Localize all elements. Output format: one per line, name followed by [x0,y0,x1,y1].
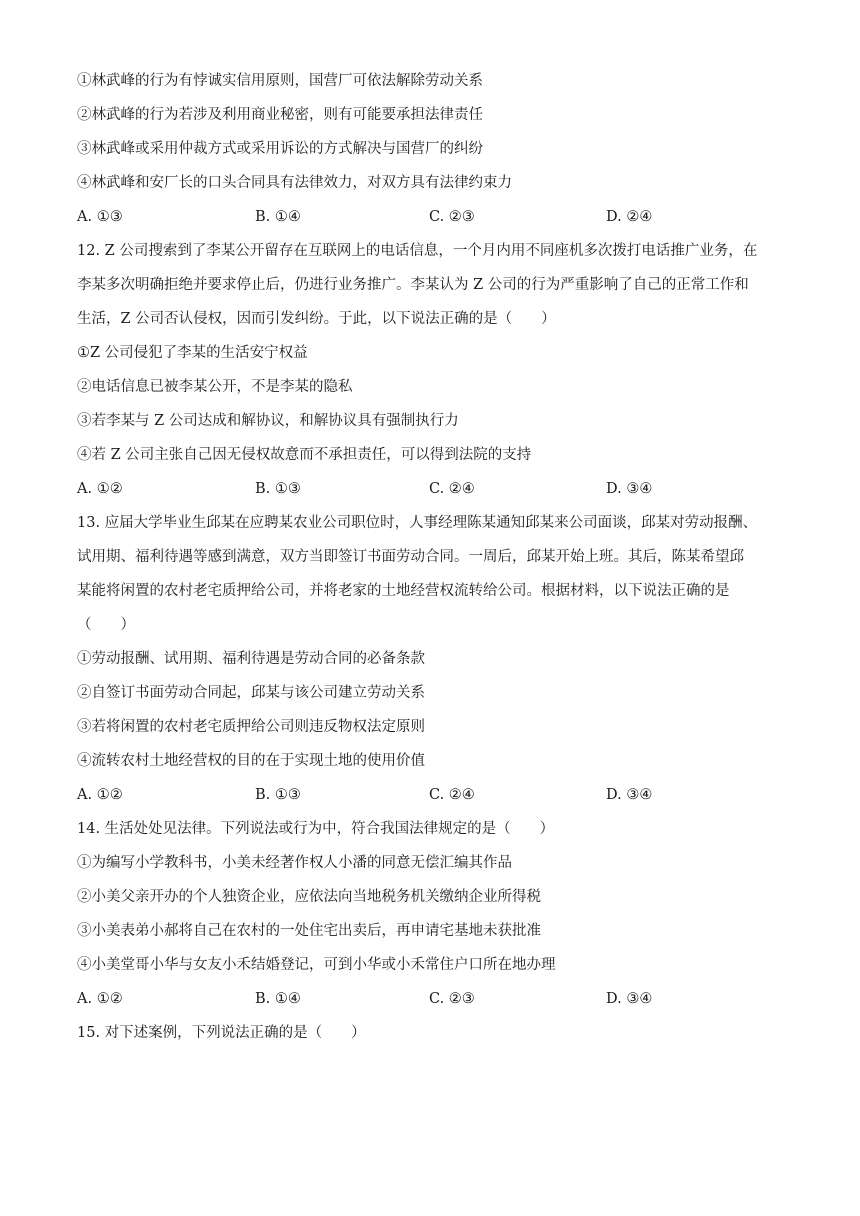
option-b: B. ①③ [255,481,301,497]
statement-4: ④若 Z 公司主张自己因无侵权故意而不承担责任，可以得到法院的支持 [77,447,532,463]
question-stem: 15. 对下述案例，下列说法正确的是（ ） [77,1025,366,1041]
statement-1: ①为编写小学教科书，小美未经著作权人小潘的同意无偿汇编其作品 [77,855,512,871]
question-11 [77,64,787,234]
question-15 [77,1016,787,1050]
option-c: C. ②③ [429,991,475,1007]
question-12 [77,234,787,506]
question-stem: （ ） [77,617,135,633]
statement-2: ②林武峰的行为若涉及利用商业秘密，则有可能要承担法律责任 [77,107,483,123]
question-stem: 李某多次明确拒绝并要求停止后，仍进行业务推广。李某认为 Z 公司的行为严重影响了自己的正常工作和 [77,277,749,293]
question-stem: 14. 生活处处见法律。下列说法或行为中，符合我国法律规定的是（ ） [77,821,555,837]
exam-page [77,64,787,1050]
question-14 [77,812,787,1016]
statement-1: ①Z 公司侵犯了李某的生活安宁权益 [77,345,308,361]
statement-2: ②小美父亲开办的个人独资企业，应依法向当地税务机关缴纳企业所得税 [77,889,541,905]
statement-4: ④小美堂哥小华与女友小禾结婚登记，可到小华或小禾常住户口所在地办理 [77,957,556,973]
question-stem: 生活，Z 公司否认侵权，因而引发纠纷。于此，以下说法正确的是（ ） [77,311,556,327]
question-stem: 12. Z 公司搜索到了李某公开留存在互联网上的电话信息，一个月内用不同座机多次拨打电话推广业务，在 [77,243,758,259]
answer-options [77,982,787,1016]
question-stem: 某能将闲置的农村老宅质押给公司，并将老家的土地经营权流转给公司。根据材料，以下说法正确的是 [77,583,730,599]
statement-1: ①林武峰的行为有悖诚实信用原则，国营厂可依法解除劳动关系 [77,73,483,89]
option-d: D. ②④ [606,209,653,225]
option-a: A. ①② [77,991,123,1007]
option-d: D. ③④ [606,481,653,497]
answer-options [77,472,787,506]
statement-4: ④林武峰和安厂长的口头合同具有法律效力，对双方具有法律约束力 [77,175,512,191]
question-13 [77,506,787,812]
answer-options [77,778,787,812]
option-c: C. ②③ [429,209,475,225]
statement-3: ③林武峰或采用仲裁方式或采用诉讼的方式解决与国营厂的纠纷 [77,141,483,157]
statement-2: ②电话信息已被李某公开，不是李某的隐私 [77,379,353,395]
question-stem: 试用期、福利待遇等感到满意，双方当即签订书面劳动合同。一周后，邱某开始上班。其后，陈某希望邱 [77,549,744,565]
option-b: B. ①③ [255,787,301,803]
statement-3: ③若将闲置的农村老宅质押给公司则违反物权法定原则 [77,719,425,735]
statement-3: ③小美表弟小郝将自己在农村的一处住宅出卖后，再申请宅基地未获批准 [77,923,541,939]
statement-1: ①劳动报酬、试用期、福利待遇是劳动合同的必备条款 [77,651,425,667]
statement-2: ②自签订书面劳动合同起，邱某与该公司建立劳动关系 [77,685,425,701]
option-d: D. ③④ [606,991,653,1007]
option-a: A. ①② [77,481,123,497]
option-a: A. ①③ [77,209,123,225]
option-d: D. ③④ [606,787,653,803]
option-b: B. ①④ [255,991,301,1007]
statement-4: ④流转农村土地经营权的目的在于实现土地的使用价值 [77,753,425,769]
question-stem: 13. 应届大学毕业生邱某在应聘某农业公司职位时，人事经理陈某通知邱某来公司面谈，邱某对劳动报酬、 [77,515,758,531]
option-c: C. ②④ [429,481,475,497]
option-b: B. ①④ [255,209,301,225]
answer-options [77,200,787,234]
statement-3: ③若李某与 Z 公司达成和解协议，和解协议具有强制执行力 [77,413,459,429]
option-c: C. ②④ [429,787,475,803]
option-a: A. ①② [77,787,123,803]
